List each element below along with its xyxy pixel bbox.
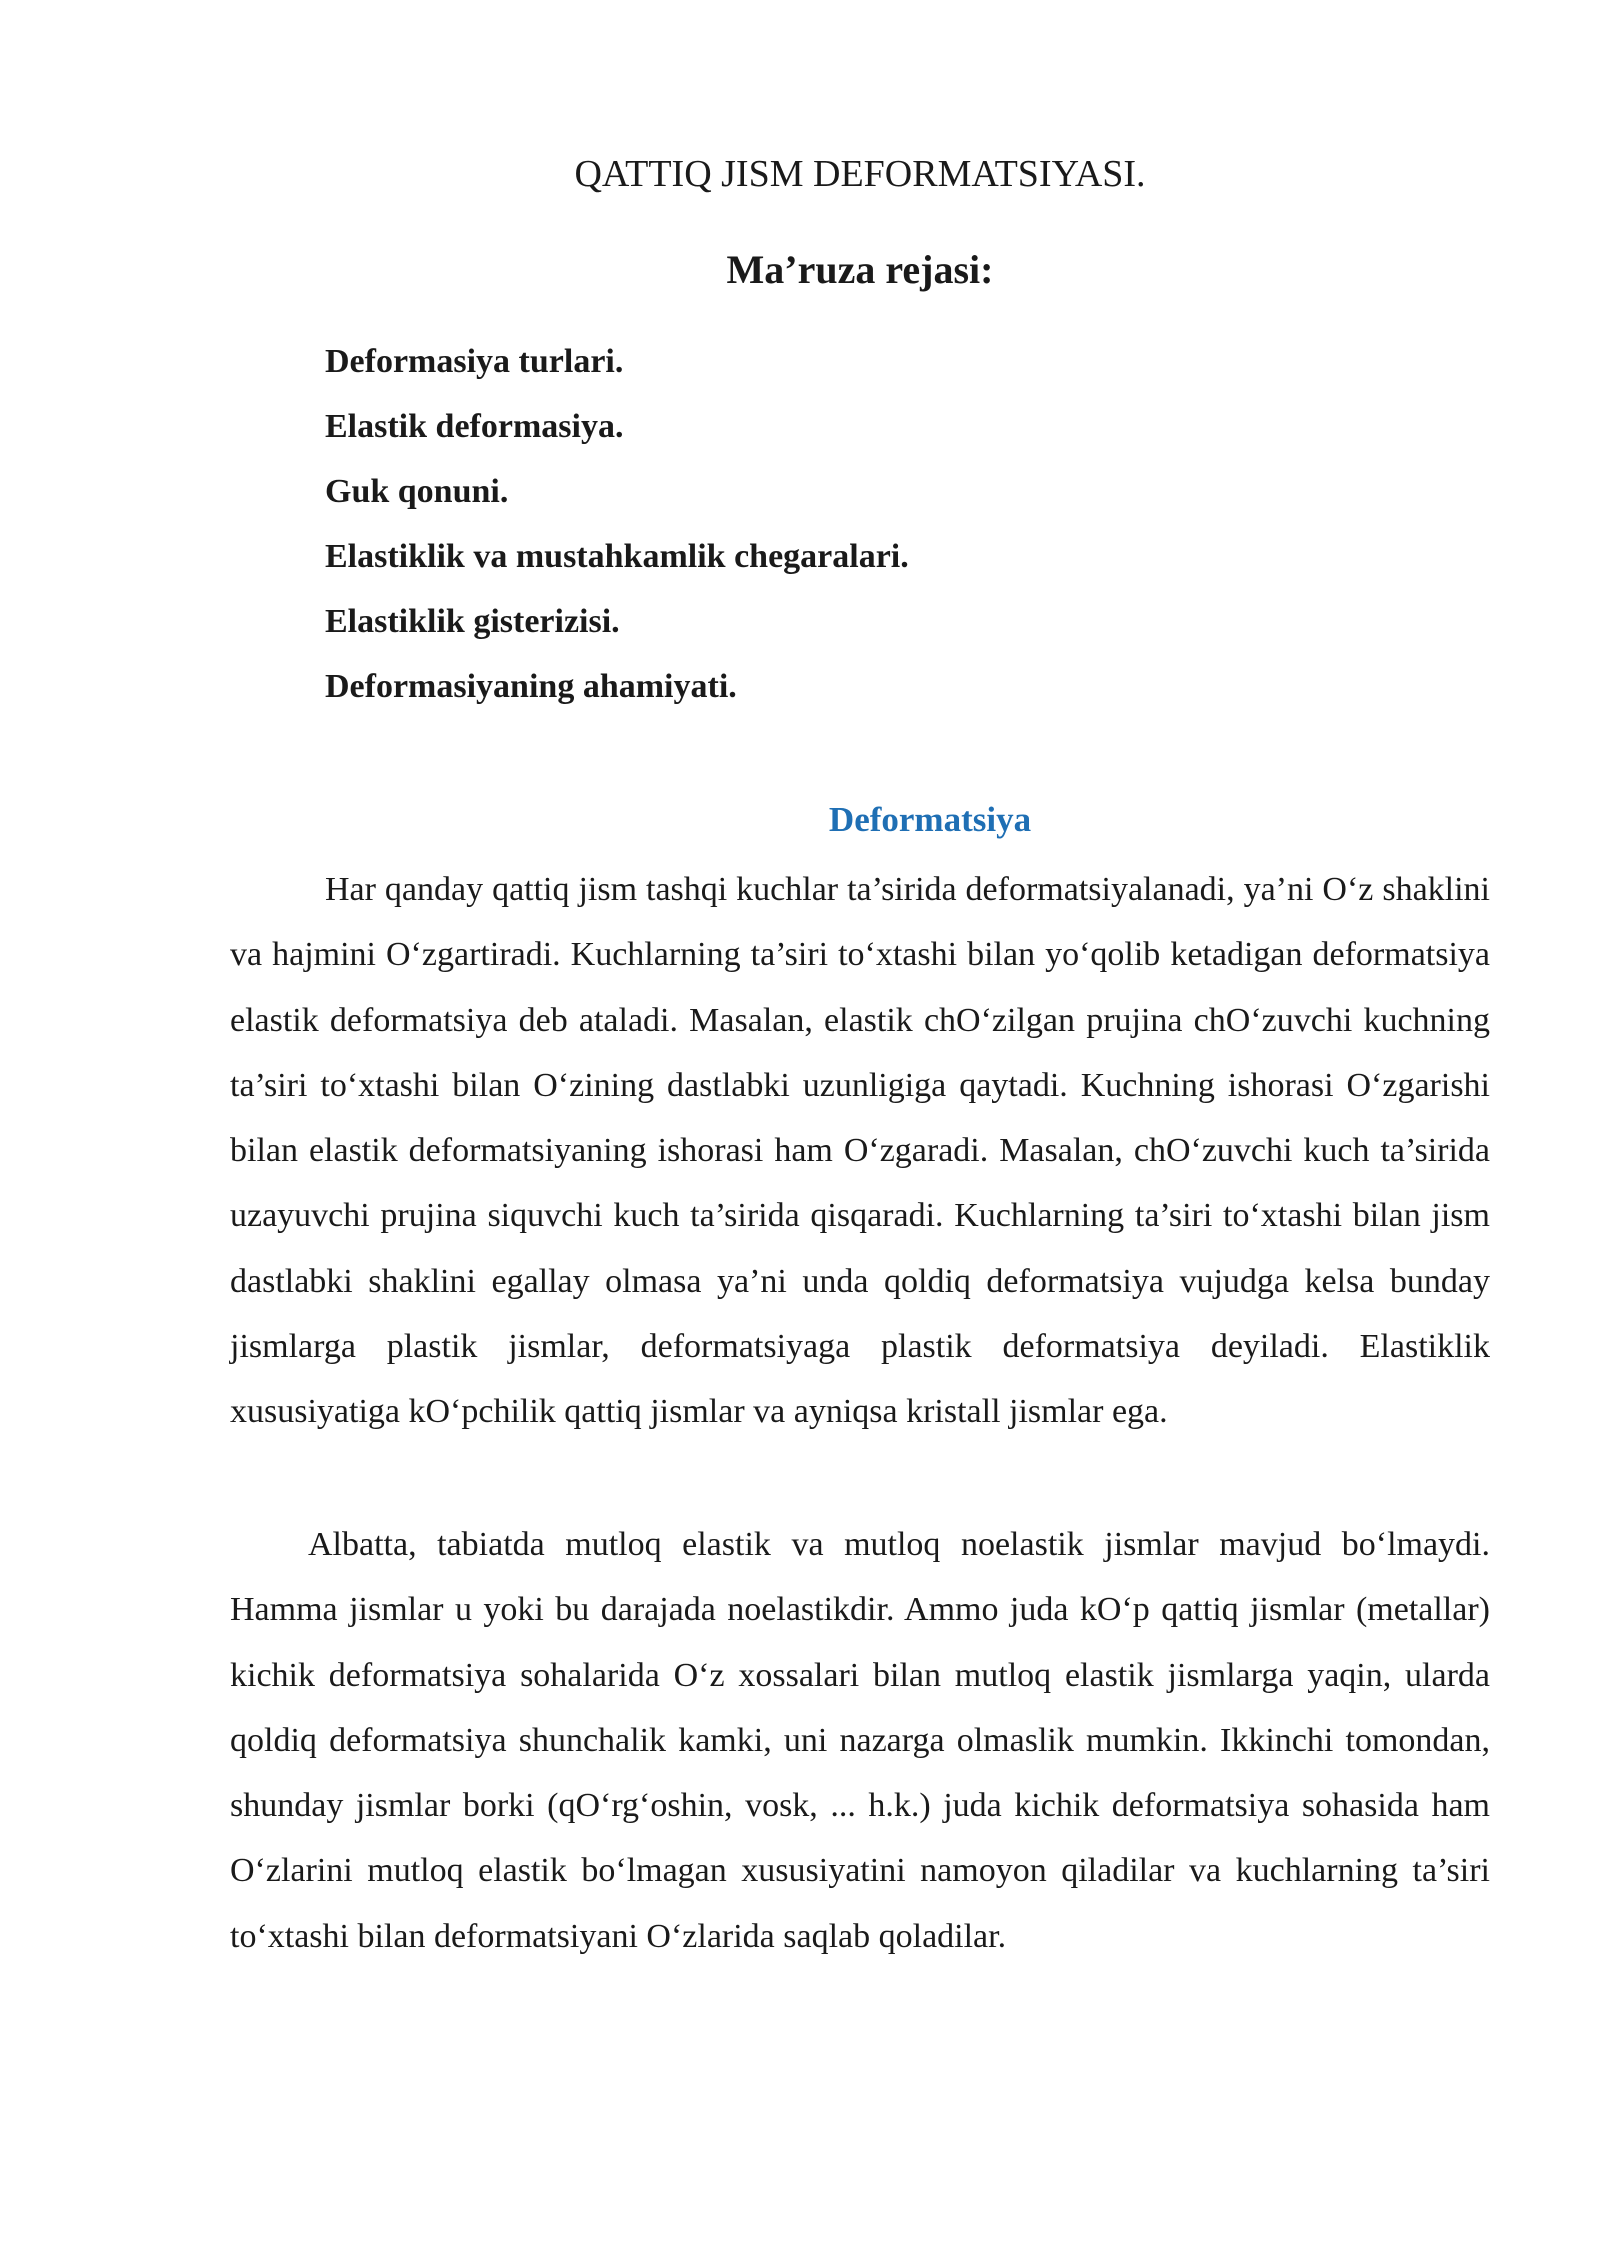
lecture-plan-list [325, 340, 909, 730]
plan-item: Elastiklik gisterizisi. [325, 603, 620, 640]
plan-item: Elastiklik va mustahkamlik chegaralari. [325, 538, 909, 575]
plan-item: Deformasiyaning ahamiyati. [325, 668, 737, 705]
section-heading: Deformatsiya [828, 800, 1032, 839]
document-title: QATTIQ JISM DEFORMATSIYASI. [574, 153, 1146, 195]
body-paragraph: Har qanday qattiq jism tashqi kuchlar ta’sirida deformatsiyalanadi, ya’ni O‘z shaklini va hajmini O‘zgartiradi. Kuchlarning ta’siri to‘xtashi bilan yo‘qolib ketadigan deformatsiya elastik deformatsiya deb ataladi. Masalan, elastik chO‘zilgan prujina chO‘zuvchi kuchning ta’siri to‘xtashi bilan O‘zining dastlabki uzunligiga qaytadi. Kuchning ishorasi O‘zgarishi bilan elastik deformatsiyaning ishorasi ham O‘zgaradi. Masalan, chO‘zuvchi kuch ta’sirida uzayuvchi prujina siquvchi kuch ta’sirida qisqaradi. Kuchlarning ta’siri to‘xtashi bilan jism dastlabki shaklini egallay olmasa ya’ni unda qoldiq deformatsiya vujudga kelsa bunday jismlarga plastik jismlar, deformatsiyaga plastik deformatsiya deyiladi. Elastiklik xususiyatiga kO‘pchilik qattiq jismlar va ayniqsa kristall jismlar ega. [230, 871, 1490, 1431]
plan-item: Deformasiya turlari. [325, 343, 624, 380]
plan-item: Guk qonuni. [325, 473, 509, 510]
lecture-plan-heading: Ma’ruza rejasi: [726, 247, 994, 292]
plan-item: Elastik deformasiya. [325, 408, 624, 445]
body-paragraph: Albatta, tabiatda mutloq elastik va mutloq noelastik jismlar mavjud bo‘lmaydi. Hamma jismlar u yoki bu darajada noelastikdir. Ammo juda kO‘p qattiq jismlar (metallar) kichik deformatsiya sohalarida O‘z xossalari bilan mutloq elastik jismlarga yaqin, ularda qoldiq deformatsiya shunchalik kamki, uni nazarga olmaslik mumkin. Ikkinchi tomondan, shunday jismlar borki (qO‘rg‘oshin, vosk, ... h.k.) juda kichik deformatsiya sohasida ham O‘zlarini mutloq elastik bo‘lmagan xususiyatini namoyon qiladilar va kuchlarning ta’siri to‘xtashi bilan deformatsiyani O‘zlarida saqlab qoladilar. [230, 1526, 1490, 1955]
